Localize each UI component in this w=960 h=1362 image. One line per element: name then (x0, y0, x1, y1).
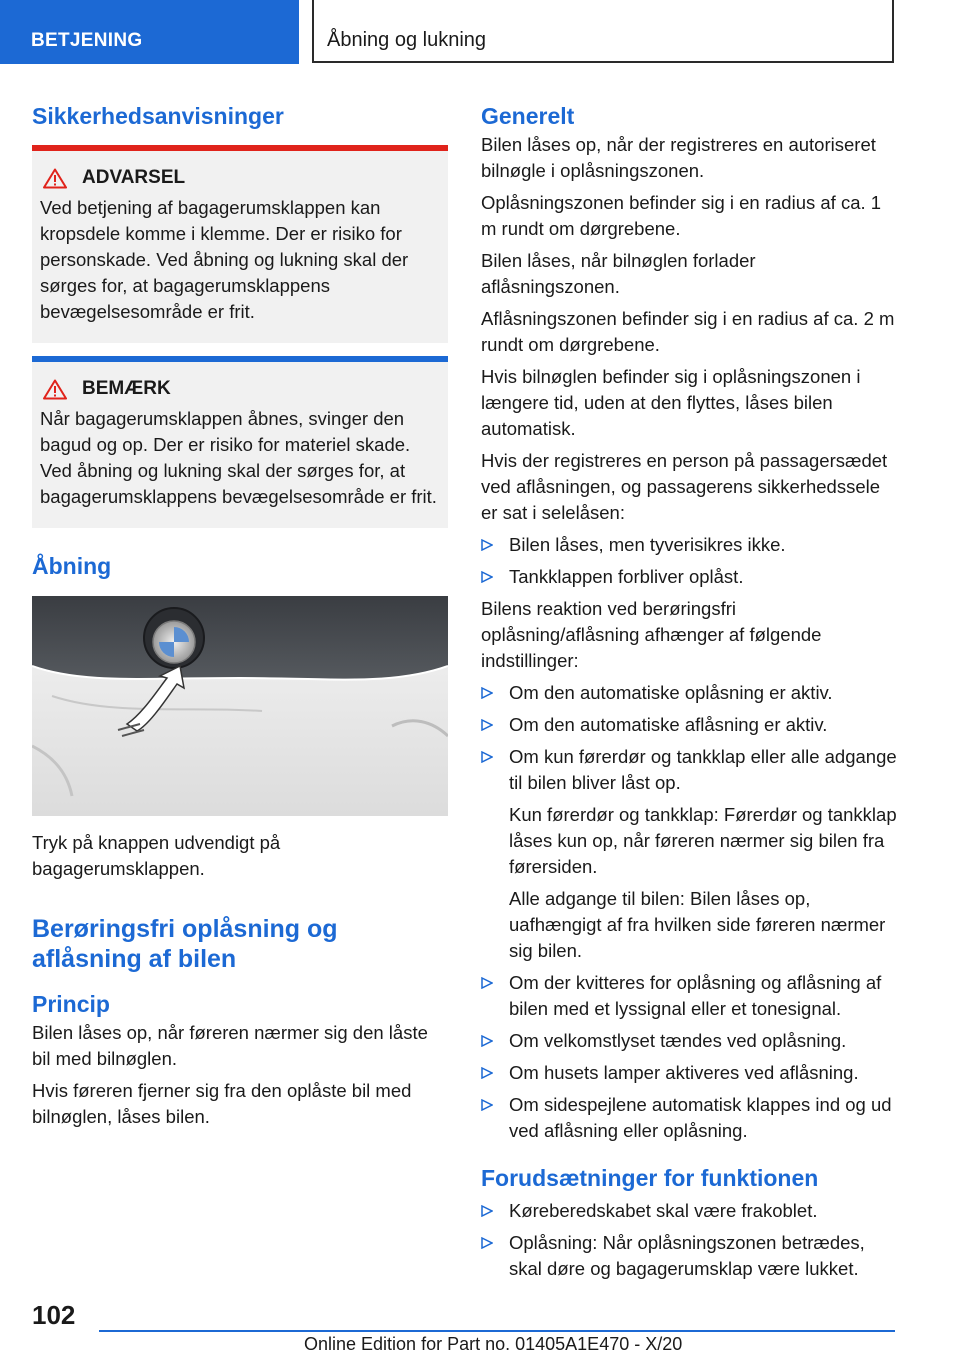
right-column (481, 100, 897, 1282)
header-topic-box (312, 0, 894, 63)
list-item (481, 970, 897, 1022)
bullet-triangle-icon (481, 1237, 493, 1249)
list-item-text: Om husets lamper aktiveres ved aflåsning. (509, 1062, 859, 1083)
header-section-tab (0, 0, 299, 64)
general-paragraph-6: Hvis der registreres en person på passagersædet ved aflåsningen, og passagerens sikkerhedssele er sat i selelåsen: (481, 450, 888, 523)
bullet-triangle-icon (481, 1099, 493, 1111)
general-paragraph-1: Bilen låses op, når der registreres en autoriseret bilnøgle i oplåsningszonen. (481, 134, 876, 181)
requirements-list (481, 1198, 897, 1282)
list-item (481, 680, 897, 706)
bullet-triangle-icon (481, 751, 493, 763)
note-label: BEMÆRK (82, 378, 171, 399)
list-item-text: Om sidespejlene automatisk klappes ind og ud ved aflåsning eller oplåsning. (509, 1094, 892, 1141)
list-item (481, 1198, 897, 1224)
sub-paragraph-driver-door: Kun førerdør og tankklap: Førerdør og tankklap låses kun op, når føreren nærmer sig bilen fra førersiden. (509, 804, 897, 877)
list-item-text: Tankklappen forbliver oplåst. (509, 566, 744, 587)
tailgate-illustration-svg (32, 596, 448, 816)
list-item (481, 1092, 897, 1144)
note-title (40, 378, 440, 400)
tailgate-button-illustration (32, 596, 448, 816)
list-item-text: Bilen låses, men tyverisikres ikke. (509, 534, 786, 555)
bullet-triangle-icon (481, 687, 493, 699)
bullet-triangle-icon (481, 539, 493, 551)
requirements-heading: Forudsætninger for funktionen (481, 1165, 819, 1191)
list-item (481, 744, 897, 796)
list-item (481, 712, 897, 738)
settings-list-cont (481, 970, 897, 1144)
bullet-triangle-icon (481, 1035, 493, 1047)
bullet-triangle-icon (481, 719, 493, 731)
list-item-text: Om velkomstlyset tændes ved oplåsning. (509, 1030, 847, 1051)
list-item (481, 1028, 897, 1054)
list-item (481, 564, 897, 590)
header-section-label: BETJENING (31, 30, 143, 51)
list-item (481, 1230, 897, 1282)
list-item (481, 532, 897, 558)
list-item-text: Om der kvitteres for oplåsning og aflåsning af bilen med et lyssignal eller et tonesignal. (509, 972, 882, 1019)
footer-rule (99, 1330, 895, 1332)
list-item (481, 1060, 897, 1086)
bullet-triangle-icon (481, 1067, 493, 1079)
principle-paragraph-1: Bilen låses op, når føreren nærmer sig den låste bil med bilnøglen. (32, 1022, 428, 1069)
principle-paragraph-2: Hvis føreren fjerner sig fra den oplåste bil med bilnøglen, låses bilen. (32, 1080, 412, 1127)
header-topic-label: Åbning og lukning (327, 29, 487, 51)
note-text: Når bagagerumsklappen åbnes, svinger den bagud og op. Der er risiko for materiel skade. Ved åbning og lukning skal der sørges for, at bagagerumsklappens bevægelsesområde er frit. (40, 408, 437, 507)
passenger-list (481, 532, 897, 590)
list-item-text: Om den automatiske aflåsning er aktiv. (509, 714, 828, 735)
warning-triangle-icon (43, 168, 67, 189)
warning-label: ADVARSEL (82, 167, 186, 188)
list-item-text: Om den automatiske oplåsning er aktiv. (509, 682, 833, 703)
keyless-heading-line2: aflåsning af bilen (32, 945, 237, 973)
settings-list (481, 680, 897, 796)
left-column (32, 100, 448, 1130)
bullet-triangle-icon (481, 571, 493, 583)
list-item-text: Om kun førerdør og tankklap eller alle adgange til bilen bliver låst op. (509, 746, 897, 793)
list-item-text: Køreberedskabet skal være frakoblet. (509, 1200, 818, 1221)
warning-title (40, 167, 440, 189)
sub-paragraph-all-access: Alle adgange til bilen: Bilen låses op, uafhængigt af fra hvilken side føreren nærmer sig bilen. (509, 888, 886, 961)
general-paragraph-4: Aflåsningszonen befinder sig i en radius af ca. 2 m rundt om dørgrebene. (481, 308, 895, 355)
general-paragraph-5: Hvis bilnøglen befinder sig i oplåsningszonen i længere tid, uden at den flyttes, låses bilen automatisk. (481, 366, 861, 439)
opening-heading: Åbning (32, 553, 112, 579)
bullet-triangle-icon (481, 977, 493, 989)
general-heading: Generelt (481, 103, 575, 129)
warning-text: Ved betjening af bagagerumsklappen kan kropsdele komme i klemme. Der er risiko for personskade. Ved åbning og lukning skal der sørges for, at bagagerumsklappens bevægelsesområde er frit. (40, 197, 409, 322)
opening-instruction: Tryk på knappen udvendigt på bagagerumsklappen. (32, 832, 281, 879)
general-paragraph-7: Bilens reaktion ved berøringsfri oplåsning/aflåsning afhænger af følgende indstillinger: (481, 598, 822, 671)
safety-heading: Sikkerhedsanvisninger (32, 103, 284, 129)
edition-text: Online Edition for Part no. 01405A1E470 - X/20 (304, 1334, 683, 1354)
list-item-text: Oplåsning: Når oplåsningszonen betrædes, skal døre og bagagerumsklap være lukket. (509, 1232, 865, 1279)
caution-triangle-icon (43, 379, 67, 400)
note-box (32, 356, 448, 528)
warning-box (32, 145, 448, 343)
general-paragraph-3: Bilen låses, når bilnøglen forlader aflåsningszonen. (481, 250, 756, 297)
bullet-triangle-icon (481, 1205, 493, 1217)
principle-heading: Princip (32, 991, 110, 1017)
general-paragraph-2: Oplåsningszonen befinder sig i en radius af ca. 1 m rundt om dørgrebene. (481, 192, 882, 239)
keyless-heading-line1: Berøringsfri oplåsning og (32, 915, 338, 943)
page-number: 102 (32, 1300, 76, 1330)
